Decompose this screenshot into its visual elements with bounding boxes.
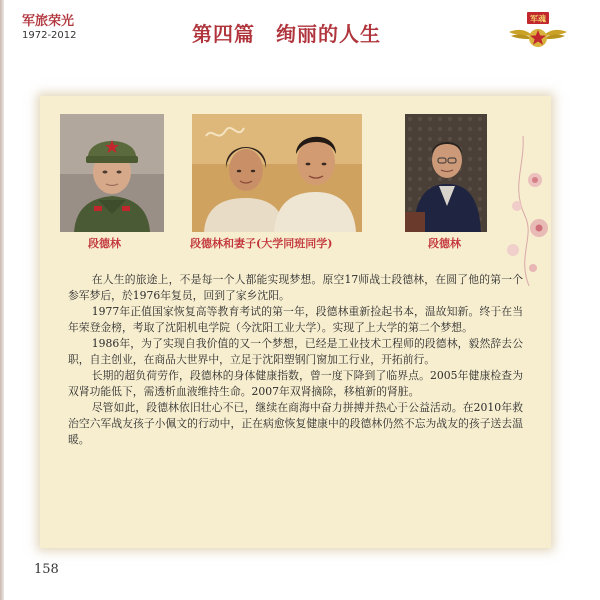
article-paragraph: 1977年正值国家恢复高等教育考试的第一年，段德林重新捡起书本，温故知新。终于在当年荣登金榜，考取了沈阳机电学院（今沈阳工业大学）。实现了上大学的第二个梦想。 [68,305,523,334]
portrait-in-uniform-icon [60,114,164,232]
chapter-title: 第四篇 绚丽的人生 [192,22,381,46]
content-panel [40,96,551,548]
book-spine [0,0,4,600]
emblem-label: 军魂 [530,14,546,24]
article-paragraph: 尽管如此，段德林依旧壮心不已，继续在商海中奋力拼搏并热心于公益活动。在2010年救治空六军战友孩子小佩文的行动中，正在病愈恢复健康中的段德林仍然不忘为战友的孩子送去温暖。 [68,401,523,446]
photo-caption: 段德林 [88,237,121,250]
photo-caption: 段德林 [428,237,461,250]
article-paragraph: 1986年，为了实现自我价值的又一个梦想，已经是工业技术工程师的段德林，毅然辞去公职，自主创业，在商品大世界中，立足于沈阳塑钢门窗加工行业，开拓前行。 [68,337,523,366]
air-force-emblem-icon [507,6,569,56]
couple-portrait-icon [192,114,362,232]
portrait-recent-icon [405,114,487,232]
photo-couple [192,114,362,232]
series-title: 军旅荣光 [22,14,75,29]
series-years: 1972-2012 [22,30,77,41]
photo-caption: 段德林和妻子(大学同班同学) [190,237,333,250]
floral-decoration-icon [495,136,551,286]
article-paragraph: 在人生的旅途上，不是每一个人都能实现梦想。原空17师战士段德林，在圆了他的第一个参军梦后，於1976年复员，回到了家乡沈阳。 [68,273,523,302]
page-number: 158 [34,562,59,577]
photo-portrait-uniform [60,114,164,232]
article-body [68,272,523,448]
photo-portrait-recent [405,114,487,232]
article-paragraph: 长期的超负荷劳作，段德林的身体健康指数，曾一度下降到了临界点。2005年健康检查为双肾功能低下，需透析血液维持生命。2007年双肾摘除，移植新的肾脏。 [68,369,523,398]
